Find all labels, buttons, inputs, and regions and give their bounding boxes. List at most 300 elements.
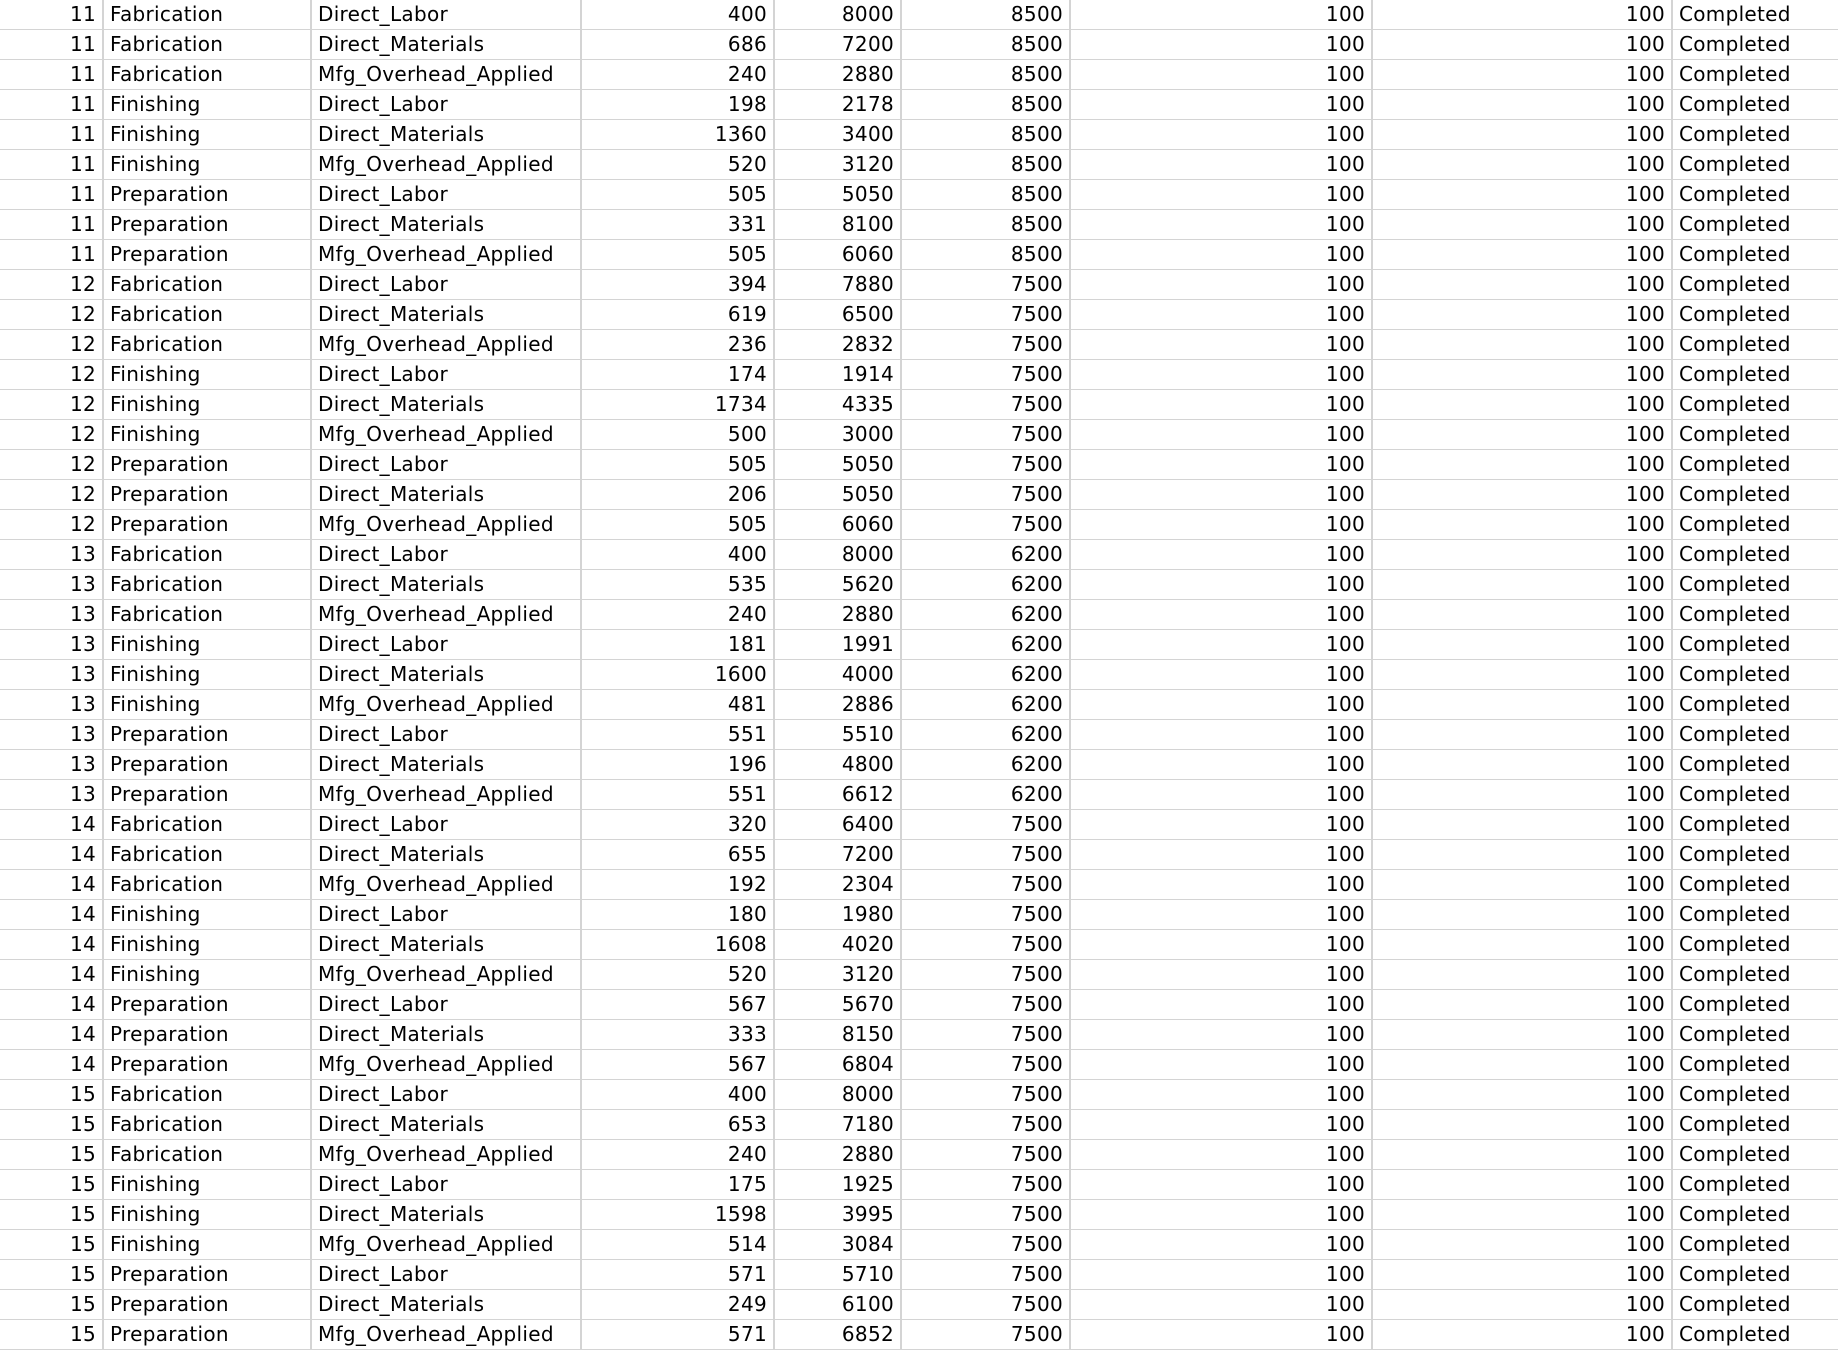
cell-period[interactable]: 13	[0, 780, 103, 810]
cell-budget[interactable]: 7500	[901, 450, 1070, 480]
cell-pct-a[interactable]: 100	[1070, 540, 1372, 570]
cell-status[interactable]: Completed	[1672, 900, 1838, 930]
cell-pct-a[interactable]: 100	[1070, 930, 1372, 960]
cell-budget[interactable]: 7500	[901, 1140, 1070, 1170]
cell-status[interactable]: Completed	[1672, 480, 1838, 510]
cell-cost-type[interactable]: Direct_Materials	[311, 1110, 581, 1140]
cell-pct-a[interactable]: 100	[1070, 840, 1372, 870]
cell-pct-b[interactable]: 100	[1372, 210, 1672, 240]
cell-department[interactable]: Finishing	[103, 420, 311, 450]
cell-amount[interactable]: 1925	[774, 1170, 901, 1200]
cell-cost-type[interactable]: Direct_Materials	[311, 300, 581, 330]
cell-period[interactable]: 11	[0, 180, 103, 210]
cell-quantity[interactable]: 236	[581, 330, 774, 360]
cell-department[interactable]: Finishing	[103, 1230, 311, 1260]
cell-amount[interactable]: 5670	[774, 990, 901, 1020]
cell-cost-type[interactable]: Mfg_Overhead_Applied	[311, 240, 581, 270]
cell-quantity[interactable]: 1734	[581, 390, 774, 420]
cell-amount[interactable]: 6060	[774, 510, 901, 540]
cell-status[interactable]: Completed	[1672, 780, 1838, 810]
cell-status[interactable]: Completed	[1672, 60, 1838, 90]
cell-department[interactable]: Fabrication	[103, 30, 311, 60]
cell-status[interactable]: Completed	[1672, 1200, 1838, 1230]
cell-quantity[interactable]: 481	[581, 690, 774, 720]
cell-quantity[interactable]: 181	[581, 630, 774, 660]
cell-cost-type[interactable]: Mfg_Overhead_Applied	[311, 330, 581, 360]
cell-status[interactable]: Completed	[1672, 1320, 1838, 1350]
cell-pct-a[interactable]: 100	[1070, 630, 1372, 660]
cell-pct-b[interactable]: 100	[1372, 900, 1672, 930]
cell-budget[interactable]: 7500	[901, 840, 1070, 870]
cell-period[interactable]: 12	[0, 420, 103, 450]
cell-budget[interactable]: 7500	[901, 1320, 1070, 1350]
cell-cost-type[interactable]: Mfg_Overhead_Applied	[311, 60, 581, 90]
cell-department[interactable]: Fabrication	[103, 1110, 311, 1140]
cell-department[interactable]: Preparation	[103, 240, 311, 270]
cell-department[interactable]: Fabrication	[103, 1140, 311, 1170]
cell-pct-a[interactable]: 100	[1070, 210, 1372, 240]
cell-quantity[interactable]: 1600	[581, 660, 774, 690]
cell-cost-type[interactable]: Direct_Labor	[311, 0, 581, 30]
cell-status[interactable]: Completed	[1672, 360, 1838, 390]
cell-cost-type[interactable]: Direct_Materials	[311, 1200, 581, 1230]
cell-budget[interactable]: 7500	[901, 1080, 1070, 1110]
cell-period[interactable]: 15	[0, 1080, 103, 1110]
cell-pct-a[interactable]: 100	[1070, 330, 1372, 360]
cell-status[interactable]: Completed	[1672, 30, 1838, 60]
cell-pct-a[interactable]: 100	[1070, 480, 1372, 510]
cell-status[interactable]: Completed	[1672, 1170, 1838, 1200]
cell-pct-a[interactable]: 100	[1070, 360, 1372, 390]
cell-budget[interactable]: 6200	[901, 570, 1070, 600]
cell-period[interactable]: 15	[0, 1320, 103, 1350]
cell-pct-b[interactable]: 100	[1372, 60, 1672, 90]
cell-pct-b[interactable]: 100	[1372, 90, 1672, 120]
cell-quantity[interactable]: 175	[581, 1170, 774, 1200]
cell-amount[interactable]: 3084	[774, 1230, 901, 1260]
cell-pct-b[interactable]: 100	[1372, 1020, 1672, 1050]
cell-pct-b[interactable]: 100	[1372, 570, 1672, 600]
cell-pct-b[interactable]: 100	[1372, 1050, 1672, 1080]
cell-budget[interactable]: 7500	[901, 1050, 1070, 1080]
cell-period[interactable]: 11	[0, 210, 103, 240]
cell-cost-type[interactable]: Direct_Materials	[311, 750, 581, 780]
cell-quantity[interactable]: 551	[581, 780, 774, 810]
cell-amount[interactable]: 8150	[774, 1020, 901, 1050]
cell-department[interactable]: Finishing	[103, 660, 311, 690]
cell-quantity[interactable]: 400	[581, 0, 774, 30]
cell-quantity[interactable]: 535	[581, 570, 774, 600]
cell-quantity[interactable]: 1608	[581, 930, 774, 960]
cell-budget[interactable]: 7500	[901, 270, 1070, 300]
cell-period[interactable]: 12	[0, 510, 103, 540]
cell-pct-a[interactable]: 100	[1070, 60, 1372, 90]
cell-amount[interactable]: 8100	[774, 210, 901, 240]
cell-amount[interactable]: 5510	[774, 720, 901, 750]
cell-quantity[interactable]: 1360	[581, 120, 774, 150]
cell-department[interactable]: Preparation	[103, 990, 311, 1020]
cell-pct-a[interactable]: 100	[1070, 90, 1372, 120]
cell-period[interactable]: 11	[0, 0, 103, 30]
cell-status[interactable]: Completed	[1672, 450, 1838, 480]
cell-cost-type[interactable]: Direct_Labor	[311, 1170, 581, 1200]
cell-budget[interactable]: 8500	[901, 180, 1070, 210]
cell-pct-b[interactable]: 100	[1372, 1170, 1672, 1200]
cell-budget[interactable]: 6200	[901, 750, 1070, 780]
cell-period[interactable]: 12	[0, 270, 103, 300]
cell-pct-a[interactable]: 100	[1070, 870, 1372, 900]
cell-department[interactable]: Preparation	[103, 180, 311, 210]
cell-pct-b[interactable]: 100	[1372, 450, 1672, 480]
cell-quantity[interactable]: 400	[581, 1080, 774, 1110]
cell-pct-b[interactable]: 100	[1372, 750, 1672, 780]
cell-status[interactable]: Completed	[1672, 1020, 1838, 1050]
cell-quantity[interactable]: 571	[581, 1320, 774, 1350]
cell-budget[interactable]: 8500	[901, 0, 1070, 30]
cell-department[interactable]: Fabrication	[103, 300, 311, 330]
cell-pct-b[interactable]: 100	[1372, 1080, 1672, 1110]
cell-amount[interactable]: 5620	[774, 570, 901, 600]
cell-cost-type[interactable]: Mfg_Overhead_Applied	[311, 600, 581, 630]
cell-pct-a[interactable]: 100	[1070, 570, 1372, 600]
cell-quantity[interactable]: 240	[581, 600, 774, 630]
cell-status[interactable]: Completed	[1672, 720, 1838, 750]
cell-cost-type[interactable]: Direct_Materials	[311, 570, 581, 600]
cell-period[interactable]: 12	[0, 360, 103, 390]
cell-quantity[interactable]: 567	[581, 1050, 774, 1080]
cell-cost-type[interactable]: Mfg_Overhead_Applied	[311, 1320, 581, 1350]
cell-pct-a[interactable]: 100	[1070, 30, 1372, 60]
cell-department[interactable]: Finishing	[103, 930, 311, 960]
cell-pct-a[interactable]: 100	[1070, 960, 1372, 990]
cell-department[interactable]: Fabrication	[103, 810, 311, 840]
cell-department[interactable]: Fabrication	[103, 870, 311, 900]
cell-cost-type[interactable]: Direct_Labor	[311, 90, 581, 120]
cell-budget[interactable]: 6200	[901, 720, 1070, 750]
cell-quantity[interactable]: 505	[581, 240, 774, 270]
cell-department[interactable]: Finishing	[103, 90, 311, 120]
cell-status[interactable]: Completed	[1672, 600, 1838, 630]
cell-pct-a[interactable]: 100	[1070, 1050, 1372, 1080]
cell-department[interactable]: Preparation	[103, 1320, 311, 1350]
cell-pct-a[interactable]: 100	[1070, 1200, 1372, 1230]
cell-amount[interactable]: 6100	[774, 1290, 901, 1320]
cell-budget[interactable]: 7500	[901, 960, 1070, 990]
cell-status[interactable]: Completed	[1672, 990, 1838, 1020]
cell-quantity[interactable]: 655	[581, 840, 774, 870]
cell-pct-b[interactable]: 100	[1372, 840, 1672, 870]
cell-cost-type[interactable]: Direct_Materials	[311, 1290, 581, 1320]
cell-cost-type[interactable]: Direct_Materials	[311, 930, 581, 960]
cell-cost-type[interactable]: Direct_Labor	[311, 1080, 581, 1110]
cell-status[interactable]: Completed	[1672, 270, 1838, 300]
cell-pct-a[interactable]: 100	[1070, 660, 1372, 690]
cell-status[interactable]: Completed	[1672, 180, 1838, 210]
cell-period[interactable]: 14	[0, 900, 103, 930]
cell-pct-a[interactable]: 100	[1070, 0, 1372, 30]
cell-amount[interactable]: 2880	[774, 600, 901, 630]
cell-amount[interactable]: 3995	[774, 1200, 901, 1230]
cell-pct-a[interactable]: 100	[1070, 1170, 1372, 1200]
cell-status[interactable]: Completed	[1672, 810, 1838, 840]
cell-status[interactable]: Completed	[1672, 1110, 1838, 1140]
cell-period[interactable]: 12	[0, 390, 103, 420]
cell-budget[interactable]: 7500	[901, 480, 1070, 510]
cell-period[interactable]: 13	[0, 690, 103, 720]
cell-status[interactable]: Completed	[1672, 540, 1838, 570]
cell-pct-b[interactable]: 100	[1372, 660, 1672, 690]
cell-pct-b[interactable]: 100	[1372, 630, 1672, 660]
cell-amount[interactable]: 4000	[774, 660, 901, 690]
cell-department[interactable]: Fabrication	[103, 270, 311, 300]
cell-budget[interactable]: 8500	[901, 240, 1070, 270]
cell-period[interactable]: 11	[0, 120, 103, 150]
cell-pct-b[interactable]: 100	[1372, 1260, 1672, 1290]
cell-department[interactable]: Fabrication	[103, 0, 311, 30]
cell-quantity[interactable]: 520	[581, 960, 774, 990]
cell-amount[interactable]: 1980	[774, 900, 901, 930]
cell-period[interactable]: 13	[0, 660, 103, 690]
cell-amount[interactable]: 4335	[774, 390, 901, 420]
cell-period[interactable]: 14	[0, 960, 103, 990]
cell-pct-b[interactable]: 100	[1372, 180, 1672, 210]
cell-cost-type[interactable]: Mfg_Overhead_Applied	[311, 690, 581, 720]
cell-period[interactable]: 14	[0, 1020, 103, 1050]
cell-amount[interactable]: 8000	[774, 0, 901, 30]
cell-amount[interactable]: 6500	[774, 300, 901, 330]
cell-budget[interactable]: 8500	[901, 120, 1070, 150]
cell-department[interactable]: Preparation	[103, 1260, 311, 1290]
cell-budget[interactable]: 7500	[901, 1020, 1070, 1050]
cell-pct-b[interactable]: 100	[1372, 960, 1672, 990]
cell-amount[interactable]: 2880	[774, 1140, 901, 1170]
cell-pct-a[interactable]: 100	[1070, 780, 1372, 810]
cell-pct-b[interactable]: 100	[1372, 690, 1672, 720]
cell-quantity[interactable]: 686	[581, 30, 774, 60]
cell-budget[interactable]: 7500	[901, 1200, 1070, 1230]
cell-period[interactable]: 14	[0, 810, 103, 840]
cell-budget[interactable]: 6200	[901, 600, 1070, 630]
cell-cost-type[interactable]: Direct_Materials	[311, 1020, 581, 1050]
cell-amount[interactable]: 5050	[774, 450, 901, 480]
cell-quantity[interactable]: 514	[581, 1230, 774, 1260]
cell-pct-a[interactable]: 100	[1070, 390, 1372, 420]
cell-period[interactable]: 11	[0, 30, 103, 60]
cell-amount[interactable]: 5050	[774, 180, 901, 210]
cell-amount[interactable]: 7180	[774, 1110, 901, 1140]
cell-quantity[interactable]: 500	[581, 420, 774, 450]
cell-pct-b[interactable]: 100	[1372, 600, 1672, 630]
cell-status[interactable]: Completed	[1672, 0, 1838, 30]
cell-pct-a[interactable]: 100	[1070, 1080, 1372, 1110]
cell-department[interactable]: Finishing	[103, 360, 311, 390]
cell-department[interactable]: Preparation	[103, 480, 311, 510]
cell-pct-a[interactable]: 100	[1070, 300, 1372, 330]
cell-pct-a[interactable]: 100	[1070, 1140, 1372, 1170]
cell-budget[interactable]: 7500	[901, 1230, 1070, 1260]
cell-cost-type[interactable]: Direct_Materials	[311, 480, 581, 510]
cell-period[interactable]: 15	[0, 1260, 103, 1290]
cell-department[interactable]: Fabrication	[103, 570, 311, 600]
cell-pct-b[interactable]: 100	[1372, 240, 1672, 270]
cell-budget[interactable]: 7500	[901, 360, 1070, 390]
cell-pct-b[interactable]: 100	[1372, 150, 1672, 180]
cell-department[interactable]: Fabrication	[103, 330, 311, 360]
cell-department[interactable]: Finishing	[103, 150, 311, 180]
cell-cost-type[interactable]: Mfg_Overhead_Applied	[311, 870, 581, 900]
cell-amount[interactable]: 6852	[774, 1320, 901, 1350]
cell-amount[interactable]: 6804	[774, 1050, 901, 1080]
cell-cost-type[interactable]: Direct_Labor	[311, 1260, 581, 1290]
cell-quantity[interactable]: 619	[581, 300, 774, 330]
cell-pct-a[interactable]: 100	[1070, 1110, 1372, 1140]
cell-status[interactable]: Completed	[1672, 750, 1838, 780]
cell-pct-a[interactable]: 100	[1070, 510, 1372, 540]
cell-cost-type[interactable]: Direct_Materials	[311, 30, 581, 60]
cell-department[interactable]: Finishing	[103, 630, 311, 660]
cell-status[interactable]: Completed	[1672, 1290, 1838, 1320]
cell-quantity[interactable]: 400	[581, 540, 774, 570]
cell-pct-a[interactable]: 100	[1070, 240, 1372, 270]
cell-pct-b[interactable]: 100	[1372, 300, 1672, 330]
cell-pct-a[interactable]: 100	[1070, 750, 1372, 780]
cell-amount[interactable]: 3400	[774, 120, 901, 150]
cell-amount[interactable]: 5710	[774, 1260, 901, 1290]
cell-quantity[interactable]: 394	[581, 270, 774, 300]
cell-cost-type[interactable]: Direct_Labor	[311, 270, 581, 300]
cell-budget[interactable]: 7500	[901, 390, 1070, 420]
cell-period[interactable]: 14	[0, 870, 103, 900]
cell-budget[interactable]: 8500	[901, 150, 1070, 180]
cell-quantity[interactable]: 1598	[581, 1200, 774, 1230]
cell-department[interactable]: Preparation	[103, 1050, 311, 1080]
cell-status[interactable]: Completed	[1672, 570, 1838, 600]
cell-cost-type[interactable]: Direct_Labor	[311, 540, 581, 570]
cell-cost-type[interactable]: Direct_Materials	[311, 840, 581, 870]
cell-cost-type[interactable]: Direct_Labor	[311, 180, 581, 210]
cell-quantity[interactable]: 567	[581, 990, 774, 1020]
cell-amount[interactable]: 7200	[774, 30, 901, 60]
cell-pct-b[interactable]: 100	[1372, 480, 1672, 510]
cell-status[interactable]: Completed	[1672, 930, 1838, 960]
cell-amount[interactable]: 1991	[774, 630, 901, 660]
cell-period[interactable]: 15	[0, 1110, 103, 1140]
cell-budget[interactable]: 6200	[901, 540, 1070, 570]
cell-department[interactable]: Finishing	[103, 120, 311, 150]
cell-quantity[interactable]: 192	[581, 870, 774, 900]
cell-department[interactable]: Preparation	[103, 510, 311, 540]
cell-period[interactable]: 13	[0, 750, 103, 780]
cell-department[interactable]: Fabrication	[103, 60, 311, 90]
cell-budget[interactable]: 7500	[901, 420, 1070, 450]
cell-amount[interactable]: 4020	[774, 930, 901, 960]
cell-quantity[interactable]: 571	[581, 1260, 774, 1290]
cell-status[interactable]: Completed	[1672, 120, 1838, 150]
cell-pct-a[interactable]: 100	[1070, 150, 1372, 180]
cell-budget[interactable]: 7500	[901, 510, 1070, 540]
cell-quantity[interactable]: 249	[581, 1290, 774, 1320]
cell-pct-b[interactable]: 100	[1372, 1200, 1672, 1230]
cell-cost-type[interactable]: Mfg_Overhead_Applied	[311, 510, 581, 540]
cell-budget[interactable]: 8500	[901, 90, 1070, 120]
cell-cost-type[interactable]: Direct_Labor	[311, 720, 581, 750]
cell-status[interactable]: Completed	[1672, 840, 1838, 870]
cell-period[interactable]: 15	[0, 1230, 103, 1260]
cell-quantity[interactable]: 240	[581, 60, 774, 90]
cell-status[interactable]: Completed	[1672, 660, 1838, 690]
cell-status[interactable]: Completed	[1672, 330, 1838, 360]
cell-period[interactable]: 12	[0, 300, 103, 330]
cell-cost-type[interactable]: Mfg_Overhead_Applied	[311, 960, 581, 990]
cell-cost-type[interactable]: Direct_Labor	[311, 360, 581, 390]
cell-cost-type[interactable]: Direct_Materials	[311, 390, 581, 420]
cell-amount[interactable]: 1914	[774, 360, 901, 390]
cell-pct-b[interactable]: 100	[1372, 120, 1672, 150]
cell-quantity[interactable]: 174	[581, 360, 774, 390]
cell-period[interactable]: 12	[0, 450, 103, 480]
cell-pct-b[interactable]: 100	[1372, 30, 1672, 60]
cell-budget[interactable]: 7500	[901, 990, 1070, 1020]
cell-status[interactable]: Completed	[1672, 300, 1838, 330]
cell-period[interactable]: 13	[0, 630, 103, 660]
cell-budget[interactable]: 7500	[901, 330, 1070, 360]
cell-quantity[interactable]: 505	[581, 510, 774, 540]
cell-cost-type[interactable]: Direct_Labor	[311, 900, 581, 930]
cell-budget[interactable]: 7500	[901, 300, 1070, 330]
cell-pct-b[interactable]: 100	[1372, 1290, 1672, 1320]
cell-amount[interactable]: 2304	[774, 870, 901, 900]
cell-pct-b[interactable]: 100	[1372, 1140, 1672, 1170]
cell-period[interactable]: 13	[0, 570, 103, 600]
cell-budget[interactable]: 6200	[901, 780, 1070, 810]
cell-pct-b[interactable]: 100	[1372, 780, 1672, 810]
cell-status[interactable]: Completed	[1672, 1260, 1838, 1290]
cell-status[interactable]: Completed	[1672, 1230, 1838, 1260]
cell-cost-type[interactable]: Direct_Labor	[311, 810, 581, 840]
cell-budget[interactable]: 7500	[901, 1110, 1070, 1140]
cell-cost-type[interactable]: Mfg_Overhead_Applied	[311, 150, 581, 180]
cell-status[interactable]: Completed	[1672, 210, 1838, 240]
cell-budget[interactable]: 7500	[901, 1260, 1070, 1290]
cell-quantity[interactable]: 240	[581, 1140, 774, 1170]
cell-budget[interactable]: 6200	[901, 660, 1070, 690]
cell-status[interactable]: Completed	[1672, 240, 1838, 270]
cell-amount[interactable]: 7880	[774, 270, 901, 300]
cell-status[interactable]: Completed	[1672, 150, 1838, 180]
cell-period[interactable]: 15	[0, 1200, 103, 1230]
cell-quantity[interactable]: 206	[581, 480, 774, 510]
cell-cost-type[interactable]: Direct_Labor	[311, 450, 581, 480]
cell-cost-type[interactable]: Mfg_Overhead_Applied	[311, 1050, 581, 1080]
cell-amount[interactable]: 3120	[774, 150, 901, 180]
cell-status[interactable]: Completed	[1672, 510, 1838, 540]
cell-budget[interactable]: 7500	[901, 810, 1070, 840]
cell-amount[interactable]: 2886	[774, 690, 901, 720]
cell-pct-a[interactable]: 100	[1070, 420, 1372, 450]
cell-period[interactable]: 12	[0, 480, 103, 510]
cell-pct-b[interactable]: 100	[1372, 0, 1672, 30]
cell-cost-type[interactable]: Mfg_Overhead_Applied	[311, 780, 581, 810]
cell-cost-type[interactable]: Mfg_Overhead_Applied	[311, 1230, 581, 1260]
cell-pct-b[interactable]: 100	[1372, 1230, 1672, 1260]
cell-pct-b[interactable]: 100	[1372, 810, 1672, 840]
cell-period[interactable]: 11	[0, 150, 103, 180]
cell-budget[interactable]: 7500	[901, 930, 1070, 960]
cell-department[interactable]: Fabrication	[103, 540, 311, 570]
cell-amount[interactable]: 3000	[774, 420, 901, 450]
cell-quantity[interactable]: 520	[581, 150, 774, 180]
cell-budget[interactable]: 8500	[901, 60, 1070, 90]
